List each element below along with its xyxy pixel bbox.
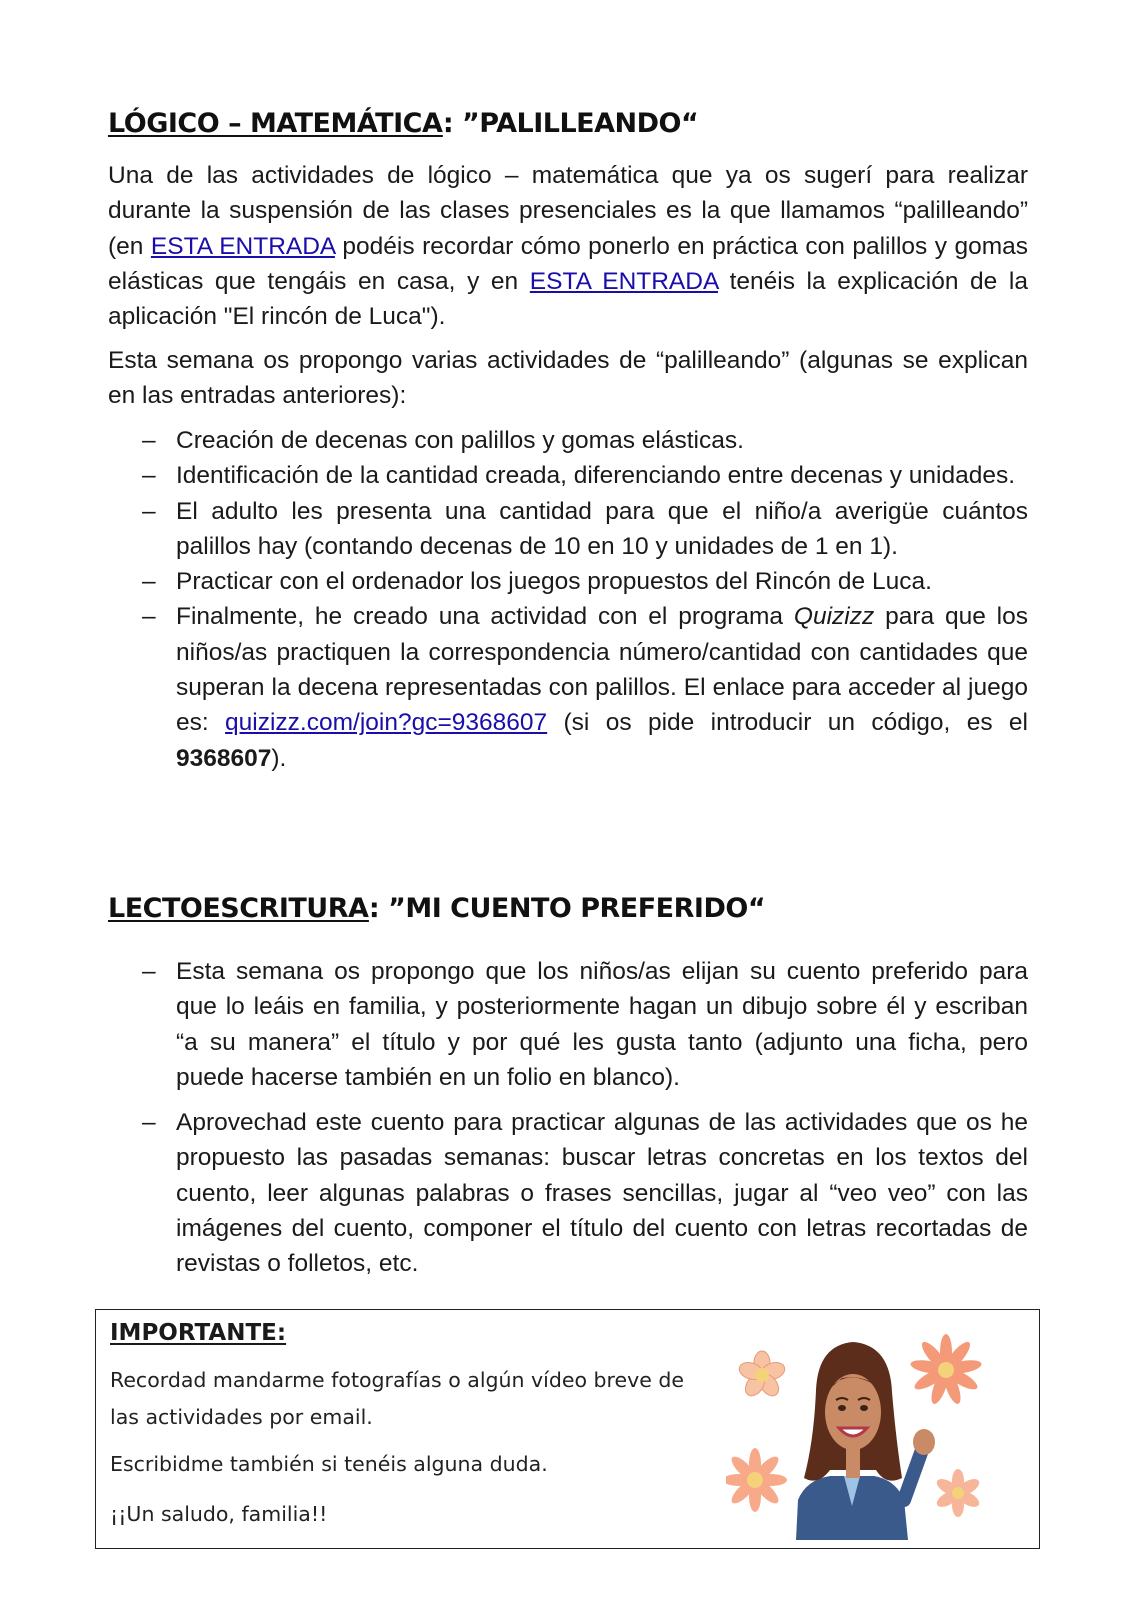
- flower-icon: [934, 1469, 982, 1517]
- link-quizizz[interactable]: quizizz.com/join?gc=9368607: [225, 709, 548, 737]
- flower-icon: [737, 1351, 787, 1399]
- flower-icon: [910, 1334, 983, 1406]
- importante-text-saludo: ¡¡Un saludo, familia!!: [110, 1502, 328, 1526]
- list-item: – Creación de decenas con palillos y gomas elásticas.: [108, 423, 1028, 458]
- list-item: – Practicar con el ordenador los juegos propuestos del Rincón de Luca.: [108, 564, 1028, 599]
- paragraph-esta-semana: Esta semana os propongo varias actividades de “palilleando” (algunas se explican en las entradas anteriores):: [108, 347, 1028, 410]
- importante-title: IMPORTANTE:: [110, 1320, 287, 1346]
- list-item: – Aprovechad este cuento para practicar algunas de las actividades que os he propuesto las pasadas semanas: buscar letras concretas en los textos del cuento, leer algunas palabras o frases sencillas, jugar al “veo veo” con las imágenes del cuento, componer el título del cuento con letras recortadas de revistas o folletos, etc.: [108, 1105, 1028, 1281]
- importante-text-photos: Recordad mandarme fotografías o algún vídeo breve de las actividades por email.: [110, 1368, 685, 1429]
- teacher-avatar: [796, 1342, 935, 1540]
- heading-logico-matematica: LÓGICO – MATEMÁTICA: ”PALILLEANDO“: [108, 108, 699, 139]
- teacher-avatar-illustration: [726, 1330, 1006, 1540]
- quizizz-code: 9368607: [176, 744, 272, 772]
- logico-activity-list: [108, 423, 1028, 776]
- link-esta-entrada-1[interactable]: ESTA ENTRADA: [150, 232, 335, 260]
- importante-text-dudas: Escribidme también si tenéis alguna duda.: [110, 1452, 548, 1476]
- heading-lectoescritura: LECTOESCRITURA: ”MI CUENTO PREFERIDO“: [108, 893, 766, 924]
- link-esta-entrada-2[interactable]: ESTA ENTRADA: [529, 267, 718, 295]
- lecto-activity-list: [108, 954, 1028, 1282]
- importante-box: [95, 1309, 1040, 1549]
- paragraph-intro: Una de las actividades de lógico – matemática que ya os sugerí para realizar durante la suspensión de las clases presenciales es la que llamamos “palilleando” (en ESTA ENTRADA podéis recordar cómo ponerlo en práctica con palillos y gomas elásticas que tengáis en casa, y en ESTA ENTRADA tenéis la explicación de la aplicación "El rincón de Luca").: [108, 162, 1029, 331]
- list-item: – Esta semana os propongo que los niños/as elijan su cuento preferido para que lo leáis en familia, y posteriormente hagan un dibujo sobre él y escriban “a su manera” el título y por qué les gusta tanto (adjunto una ficha, pero puede hacerse también en un folio en blanco).: [108, 954, 1028, 1095]
- list-item-quizizz: – Finalmente, he creado una actividad con el programa Quizizz para que los niños/as practiquen la correspondencia número/cantidad con cantidades que superan la decena representadas con palillos. El enlace para acceder al juego es: quizizz.com/join?gc=9368607 (si os pide introducir un código, es el 9368607).: [108, 599, 1028, 775]
- list-item: – El adulto les presenta una cantidad para que el niño/a averigüe cuántos palillos hay (contando decenas de 10 en 10 y unidades de 1 en 1).: [108, 494, 1028, 565]
- flower-icon: [726, 1448, 787, 1512]
- list-item: – Identificación de la cantidad creada, diferenciando entre decenas y unidades.: [108, 458, 1028, 493]
